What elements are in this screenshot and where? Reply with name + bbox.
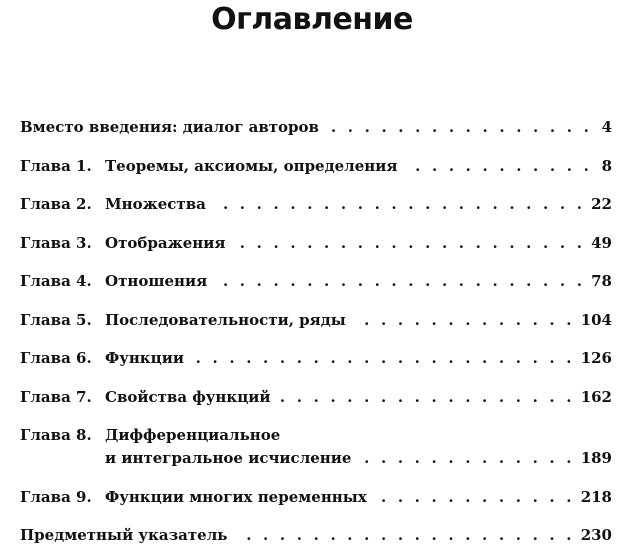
page-number: 230	[580, 526, 612, 544]
toc-entry-label: Предметный указатель	[20, 526, 228, 544]
chapter-number: Глава 1.	[20, 156, 92, 175]
chapter-number: Глава 5.	[20, 310, 92, 329]
dot-leader	[327, 116, 592, 139]
toc-entry-chapter-5[interactable]	[20, 309, 612, 332]
toc-entry-chapter-6[interactable]	[20, 347, 612, 370]
chapter-title: Функции	[105, 349, 184, 367]
dot-leader	[192, 347, 575, 370]
toc-entry-label	[20, 270, 207, 293]
toc-entry-chapter-8[interactable]	[20, 424, 612, 470]
page-number: 126	[580, 349, 612, 367]
chapter-number: Глава 3.	[20, 233, 92, 252]
page-title: Оглавление	[211, 2, 413, 37]
page-number: 78	[591, 272, 612, 290]
dot-leader	[233, 232, 585, 255]
toc-entry-label	[20, 309, 346, 332]
toc-entry-chapter-1[interactable]	[20, 155, 612, 178]
page-number: 189	[580, 449, 612, 467]
chapter-title: Отображения	[105, 233, 226, 252]
chapter-title: Свойства функций	[105, 387, 271, 406]
chapter-number: Глава 8.	[20, 426, 92, 444]
page-number: 218	[580, 487, 612, 506]
toc-entry-label	[20, 386, 271, 409]
toc-entry-label	[20, 232, 225, 255]
page-number: 104	[580, 310, 612, 329]
toc-entry-label	[20, 193, 206, 216]
dot-leader	[279, 386, 575, 409]
toc-entry-chapter-7[interactable]	[20, 386, 612, 409]
toc-entry-label	[20, 155, 397, 178]
chapter-number: Глава 7.	[20, 387, 92, 406]
chapter-title-line-1: Дифференциальное	[105, 426, 281, 444]
toc-entry-introduction[interactable]	[20, 116, 612, 139]
chapter-title: Последовательности, ряды	[105, 310, 346, 329]
toc-entry-label	[20, 424, 351, 470]
chapter-number: Глава 6.	[20, 349, 92, 367]
toc-entry-chapter-9[interactable]	[20, 486, 612, 509]
chapter-number: Глава 4.	[20, 272, 92, 290]
chapter-number: Глава 9.	[20, 487, 92, 506]
toc-entry-chapter-3[interactable]	[20, 232, 612, 255]
page-number: 4	[601, 118, 612, 136]
toc-entry-chapter-4[interactable]	[20, 270, 612, 293]
dot-leader	[359, 447, 574, 470]
dot-leader	[405, 155, 592, 178]
chapter-title-line-2: и интегральное исчисление	[105, 449, 352, 467]
chapter-title: Отношения	[105, 272, 208, 290]
dot-leader	[375, 486, 575, 509]
chapter-title: Множества	[105, 195, 206, 213]
dot-leader	[354, 309, 575, 332]
table-of-contents	[20, 116, 612, 547]
chapter-number: Глава 2.	[20, 195, 92, 213]
toc-entry-chapter-2[interactable]	[20, 193, 612, 216]
page-number: 49	[591, 233, 612, 252]
dot-leader	[235, 524, 574, 547]
toc-entry-label	[20, 347, 184, 370]
toc-entry-label	[20, 486, 367, 509]
dot-leader	[215, 270, 585, 293]
toc-entry-label: Вместо введения: диалог авторов	[20, 118, 319, 136]
toc-entry-subject-index[interactable]	[20, 524, 612, 547]
dot-leader	[214, 193, 585, 216]
chapter-title: Теоремы, аксиомы, определения	[105, 156, 398, 175]
page-number: 8	[601, 156, 612, 175]
chapter-title: Функции многих переменных	[105, 487, 367, 506]
page-number: 22	[591, 195, 612, 213]
page-number: 162	[580, 387, 612, 406]
